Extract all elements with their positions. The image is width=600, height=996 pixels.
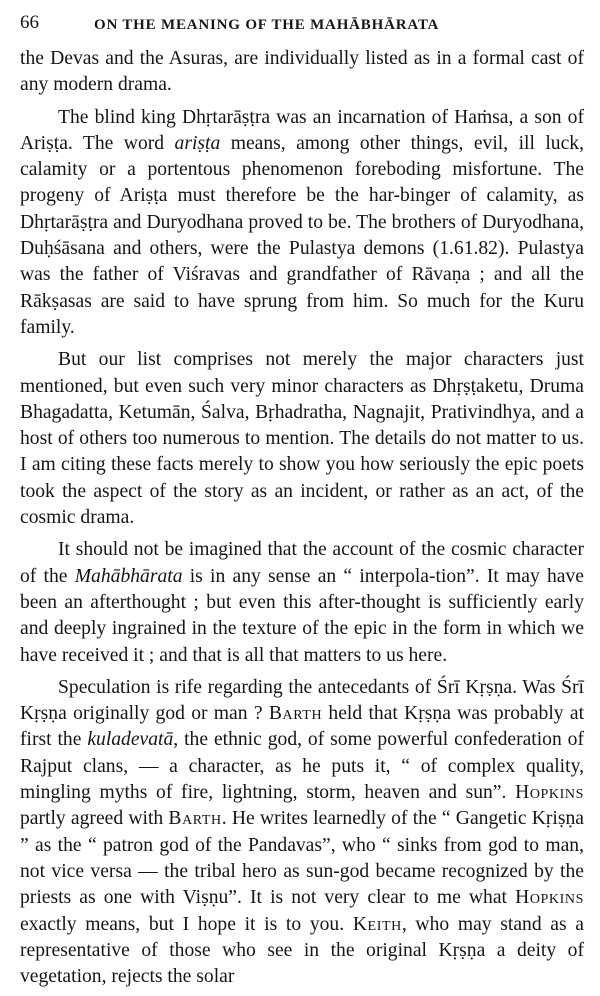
italic-term: kuladevatā xyxy=(87,729,174,751)
paragraph-2: The blind king Dhṛtarāṣṭra was an incarnation of Haṁsa, a son of Ariṣṭa. The word ariṣṭa means, among other things, evil, ill luck, calamity or a portentous phenomenon foreboding misfortune. The progeny of Ariṣṭa must therefore be the har-binger of calamity, as Dhṛtarāṣṭra and Duryodhana proved to be. The brothers of Duryodhana, Duḥśāsana and others, were the Pulastya demons (1.61.82). Pulastya was the father of Viśravas and grandfather of Rāvaṇa ; and all the Rākṣasas are said to have sprung from him. So much for the Kuru family. xyxy=(20,106,584,338)
author-name: Barth xyxy=(168,808,222,830)
italic-title: Mahābhārata xyxy=(74,565,183,587)
paragraph-4: It should not be imagined that the account of the cosmic character of the Mahābhārata is in any sense an “ interpola-tion”. It may have been an afterthought ; but even this after-thought is sufficiently early and deeply ingrained in the texture of the epic in the form in which we have received it ; and that is all that matters to us here. xyxy=(20,539,584,666)
paragraph-5: Speculation is rife regarding the antecedants of Śrī Kṛṣṇa. Was Śrī Kṛṣṇa originally god or man ? Barth held that Kṛṣṇa was probably at first the kuladevatā, the ethnic god, of some powerful confederation of Rajput clans, — a character, as he puts it, “ of complex quality, mingling myths of fire, lightning, storm, heaven and sun”. Hopkins partly agreed with Barth. He writes learnedly of the “ Gangetic Kṛiṣṇa ” as the “ patron god of the Pandavas”, who “ sinks from god to man, not vice versa — the tribal hero as sun-god became recognized by the priests as one with Viṣṇu”. It is not very clear to me what Hopkins exactly means, but I hope it is to you. Keith, who may stand as a representative of those who see in the original Kṛṣṇa a deity of vegetation, rejects the solar xyxy=(20,676,585,988)
page-body xyxy=(20,46,584,990)
author-name: Keith xyxy=(352,913,402,935)
author-name: Barth xyxy=(268,703,323,725)
page-number: 66 xyxy=(20,12,39,33)
author-name: Hopkins xyxy=(515,887,584,909)
paragraph-3: But our list comprises not merely the major characters just mentioned, but even such very minor characters as Dhṛṣṭaketu, Druma Bhagadatta, Ketumān, Śalva, Bṛhadratha, Nagnajit, Prativindhya, and a host of others too numerous to mention. The details do not matter to us. I am citing these facts merely to show you how seriously the epic poets took the aspect of the story as an incident, or rather as an act, of the cosmic drama. xyxy=(20,349,584,529)
running-title: ON THE MEANING OF THE MAHĀBHĀRATA xyxy=(94,17,440,33)
paragraph-1: the Devas and the Asuras, are individually listed as in a formal cast of any modern drama. xyxy=(20,48,584,96)
italic-term: ariṣṭa xyxy=(174,132,221,154)
author-name: Hopkins xyxy=(515,782,584,804)
page-header xyxy=(20,8,584,46)
